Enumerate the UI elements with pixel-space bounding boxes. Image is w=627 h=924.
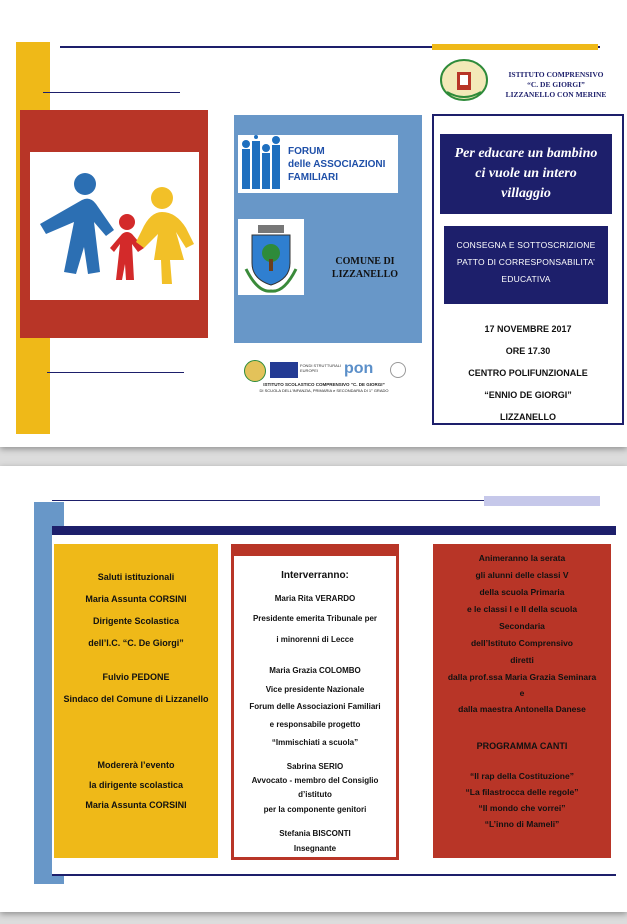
col3-line-7: dalla prof.ssa Maria Grazia Seminara [447, 672, 597, 682]
pon-fondi-text: FONDI STRUTTURALI EUROPEI [300, 363, 342, 373]
pon-logo: pon [344, 360, 374, 377]
event-place: CENTRO POLIFUNZIONALE [468, 368, 588, 378]
school-seal-small-icon [244, 360, 266, 382]
col3-line-1: gli alunni delle classi V [475, 570, 569, 580]
col3-line-3: e le classi I e II della scuola [466, 604, 578, 614]
forum-name: FORUM delle ASSOCIAZIONI FAMILIARI [288, 146, 386, 183]
students-program-column [433, 544, 611, 858]
comune-name: COMUNE DI LIZZANELLO [331, 256, 399, 280]
col1-line-4: Fulvio PEDONE [102, 672, 170, 682]
col2-line-6: e responsabile progetto [269, 720, 361, 729]
song-0: “Il rap della Costituzione” [470, 771, 574, 781]
partners-panel [234, 115, 422, 343]
flyer-back-page [0, 466, 627, 912]
forum-people-icon [240, 135, 288, 193]
lower-rule [47, 372, 184, 373]
col2-line-5: Forum delle Associazioni Familiari [249, 702, 381, 711]
col1-line-2: Dirigente Scolastica [92, 616, 180, 626]
song-3: “L’inno di Mameli” [484, 819, 560, 829]
speakers-title: Interverranno: [281, 570, 349, 581]
col3-line-4: Secondaria [499, 621, 545, 631]
col3-line-9: dalla maestra Antonella Danese [458, 704, 586, 714]
col1-line-1: Maria Assunta CORSINI [85, 594, 187, 604]
event-date: 17 NOVEMBRE 2017 [484, 324, 572, 334]
col3-line-8: e [519, 688, 525, 698]
col2-line-7: “Immischiati a scuola” [271, 738, 359, 747]
col2-line-3: Maria Grazia COLOMBO [269, 666, 361, 675]
col3-line-0: Animeranno la serata [478, 553, 566, 563]
col3-line-6: diretti [510, 655, 534, 665]
speakers-column [231, 544, 399, 860]
upper-rule [43, 92, 180, 93]
col1-line-8: Maria Assunta CORSINI [85, 800, 187, 810]
comune-crest-icon [238, 219, 304, 295]
col1-line-6: Modererà l’evento [97, 760, 175, 770]
forum-logo-box [238, 135, 398, 193]
event-info-panel [432, 114, 624, 425]
col3-line-2: della scuola Primaria [479, 587, 565, 597]
col2-line-4: Vice presidente Nazionale [265, 685, 365, 694]
italy-emblem-icon [390, 362, 406, 378]
col3-line-5: dell’Istituto Comprensivo [470, 638, 573, 648]
event-title-box: CONSEGNA E SOTTOSCRIZIONE PATTO DI CORRESPONSABILITA’ EDUCATIVA [444, 226, 608, 304]
institutional-greetings-column [54, 544, 218, 858]
eu-flag-icon [270, 362, 298, 378]
top-right-yellow-band [432, 44, 598, 50]
back-lavender-band [484, 496, 600, 506]
song-2: “Il mondo che vorrei” [478, 803, 566, 813]
col2-line-8: Sabrina SERIO [286, 762, 344, 771]
col2-line-0: Maria Rita VERARDO [274, 594, 356, 603]
col1-line-3: dell’I.C. “C. De Giorgi” [88, 638, 184, 648]
col1-line-0: Saluti istituzionali [97, 572, 175, 582]
event-town: LIZZANELLO [500, 412, 556, 422]
col2-line-9: Avvocato - membro del Consiglio [251, 776, 379, 785]
col2-line-11: per la componente genitori [263, 805, 367, 814]
col2-line-12: Stefania BISCONTI [279, 829, 351, 838]
motto-box: Per educare un bambino ci vuole un intero villaggio [440, 134, 612, 214]
col2-line-2: i minorenni di Lecce [276, 635, 354, 644]
song-1: “La filastrocca delle regole” [465, 787, 579, 797]
col1-line-7: la dirigente scolastica [88, 780, 184, 790]
family-icon [30, 152, 199, 300]
col2-line-10: d’istituto [298, 790, 332, 799]
pon-school-text: ISTITUTO SCOLASTICO COMPRENSIVO “C. DE GIORGI” [263, 382, 385, 387]
pon-levels-text: DI SCUOLA DELL’INFANZIA, PRIMARIA e SECONDARIA DI 1° GRADO [259, 388, 389, 393]
family-image-frame [30, 152, 199, 300]
school-logo-icon [439, 58, 489, 102]
col2-line-13: Insegnante [293, 844, 337, 853]
event-venue: “ENNIO DE GIORGI” [484, 390, 572, 400]
family-panel [20, 110, 208, 338]
comune-crest-box [238, 219, 304, 295]
col1-line-5: Sindaco del Comune di Lizzanello [63, 694, 209, 704]
school-name: ISTITUTO COMPRENSIVO “C. DE GIORGI” LIZZANELLO CON MERINE [505, 70, 607, 99]
flyer-front-page [0, 0, 627, 447]
col2-line-1: Presidente emerita Tribunale per [252, 614, 378, 623]
event-details [434, 318, 622, 428]
pon-strip [240, 360, 408, 402]
program-title: PROGRAMMA CANTI [476, 741, 568, 751]
event-time: ORE 17.30 [505, 346, 551, 356]
